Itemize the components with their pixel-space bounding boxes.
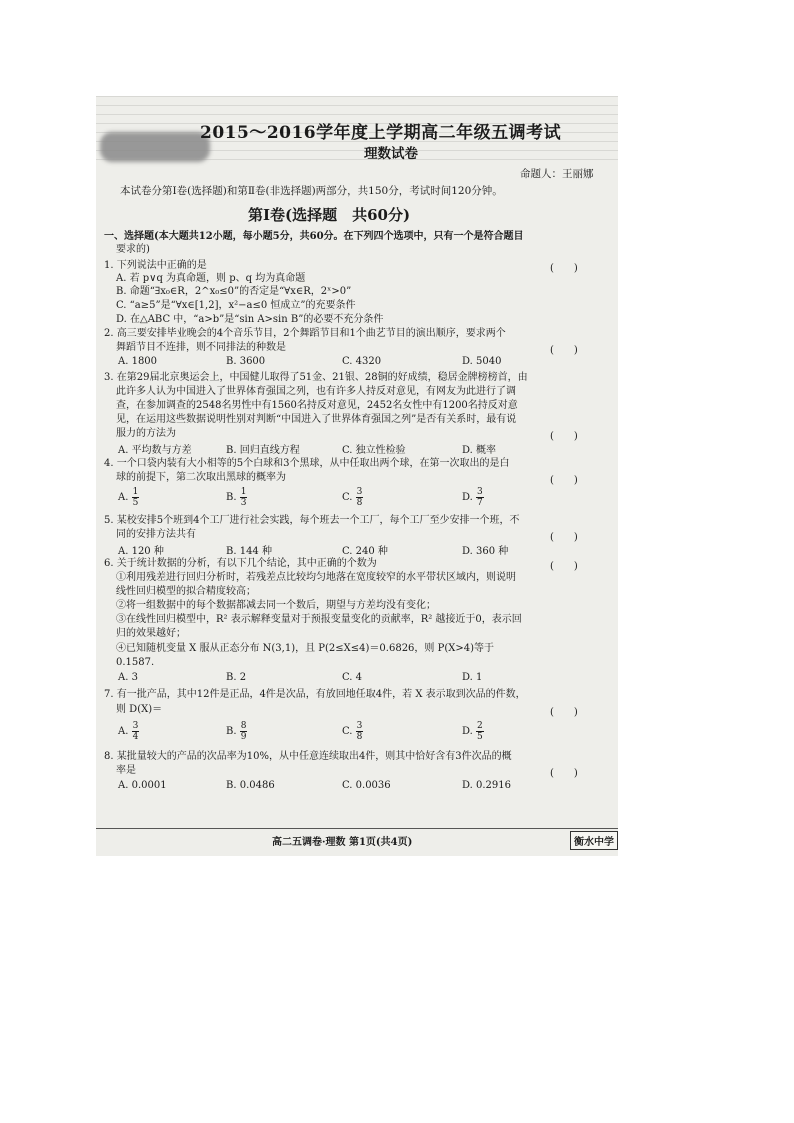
author-line: 命题人：王丽娜	[520, 168, 594, 180]
answer-paren: ( )	[550, 532, 578, 543]
q5-option-b: B. 144 种	[226, 546, 272, 557]
answer-paren: ( )	[550, 707, 578, 718]
page-footer: 高二五调卷·理数 第1页(共4页)	[272, 837, 413, 848]
exam-title: 2015～2016学年度上学期高二年级五调考试	[200, 123, 562, 143]
q4-option-a: A. $\frac{1}{5}$	[118, 487, 139, 508]
intro-line: 本试卷分第Ⅰ卷(选择题)和第Ⅱ卷(非选择题)两部分，共150分，考试时间120分钟。	[120, 185, 503, 197]
redacted-blot	[100, 132, 210, 162]
q1-stem: 1. 下列说法中正确的是	[104, 260, 207, 271]
fraction: $\frac{1}{5}$	[132, 487, 139, 508]
q6-statement-4-cont: 0.1587.	[116, 657, 155, 668]
q6-stem: 6. 关于统计数据的分析，有以下几个结论，其中正确的个数为	[104, 558, 377, 569]
q7-stem: 7. 有一批产品，其中12件是正品，4件是次品，有放回地任取4件，若 X 表示取到次品的件数，	[104, 689, 526, 700]
q4-stem-cont: 球的前提下，第二次取出黑球的概率为	[116, 472, 286, 483]
q3-stem-cont: 查，在参加调查的2548名男性中有1560名持反对意见，2452名女性中有1200名持反对意	[116, 400, 518, 411]
q3-stem-cont: 此许多人认为中国进入了世界体育强国之列，也有许多人持反对意见，有网友为此进行了调	[116, 386, 516, 397]
q4-option-b: B. $\frac{1}{3}$	[226, 487, 247, 508]
q4-stem: 4. 一个口袋内装有大小相等的5个白球和3个黑球，从中任取出两个球，在第一次取出的是白	[104, 458, 510, 469]
fraction: $\frac{1}{3}$	[240, 487, 247, 508]
q6-statement-1-cont: 线性回归模型的拟合精度较高；	[116, 586, 256, 597]
q6-statement-3-cont: 归的效果越好；	[116, 628, 186, 639]
q6-option-c: C. 4	[342, 672, 363, 683]
q3-stem-cont: 服力的方法为	[116, 428, 176, 439]
q7-option-d: D. $\frac{2}{5}$	[462, 721, 483, 742]
q5-option-a: A. 120 种	[118, 546, 164, 557]
q6-statement-2: ②将一组数据中的每个数据都减去同一个数后，期望与方差均没有变化；	[116, 600, 436, 611]
q4-option-c: C. $\frac{3}{8}$	[342, 487, 363, 508]
q6-statement-1: ①利用残差进行回归分析时，若残差点比较均匀地落在宽度较窄的水平带状区域内，则说明	[116, 572, 516, 583]
q2-option-c: C. 4320	[342, 356, 382, 367]
q7-option-b: B. $\frac{8}{9}$	[226, 721, 247, 742]
q6-option-d: D. 1	[462, 672, 483, 683]
fraction: $\frac{3}{8}$	[356, 721, 363, 742]
answer-paren: ( )	[550, 561, 578, 572]
q6-statement-4: ④已知随机变量 X 服从正态分布 N(3,1)，且 P(2≤X≤4)＝0.6826，则 P(X>4)等于	[116, 643, 494, 654]
q7-option-a: A. $\frac{3}{4}$	[118, 721, 139, 742]
q5-option-c: C. 240 种	[342, 546, 388, 557]
q3-option-d: D. 概率	[462, 445, 497, 456]
q1-option-c: C. “a≥5”是“∀x∈[1,2]，x²−a≤0 恒成立”的充要条件	[116, 300, 356, 311]
part-heading: 第Ⅰ卷(选择题 共60分)	[248, 206, 411, 224]
q3-stem: 3. 在第29届北京奥运会上，中国健儿取得了51金、21银、28铜的好成绩，稳居金牌榜榜首，由	[104, 372, 528, 383]
q5-option-d: D. 360 种	[462, 546, 509, 557]
q7-option-c: C. $\frac{3}{8}$	[342, 721, 363, 742]
q3-option-a: A. 平均数与方差	[118, 445, 192, 456]
scanned-exam-page	[96, 96, 618, 856]
q2-stem-cont: 舞蹈节目不连排，则不同排法的种数是	[116, 342, 286, 353]
q8-option-a: A. 0.0001	[118, 780, 167, 791]
q5-stem-cont: 同的安排方法共有	[116, 529, 196, 540]
section-instruction: 一、选择题(本大题共12小题，每小题5分，共60分。在下列四个选项中，只有一个是符合题目	[104, 231, 524, 242]
q2-stem: 2. 高三要安排毕业晚会的4个音乐节目，2个舞蹈节目和1个曲艺节目的演出顺序，要求两个	[104, 328, 506, 339]
answer-paren: ( )	[550, 263, 578, 274]
fraction: $\frac{2}{5}$	[477, 721, 483, 742]
q3-option-b: B. 回归直线方程	[226, 445, 300, 456]
q1-option-a: A. 若 p∨q 为真命题，则 p、q 均为真命题	[116, 273, 306, 284]
fraction: $\frac{3}{8}$	[356, 487, 363, 508]
q6-option-b: B. 2	[226, 672, 247, 683]
school-label: 衡水中学	[570, 831, 618, 850]
answer-paren: ( )	[550, 345, 578, 356]
answer-paren: ( )	[550, 768, 578, 779]
q8-stem-cont: 率是	[116, 765, 136, 776]
q8-option-d: D. 0.2916	[462, 780, 512, 791]
footer-divider	[96, 828, 618, 829]
q8-stem: 8. 某批量较大的产品的次品率为10%，从中任意连续取出4件，则其中恰好含有3件次品的概	[104, 751, 512, 762]
q5-stem: 5. 某校安排5个班到4个工厂进行社会实践，每个班去一个工厂，每个工厂至少安排一个班，不	[104, 515, 520, 526]
q2-option-a: A. 1800	[118, 356, 158, 367]
q3-stem-cont: 见，在运用这些数据说明性别对判断“中国进入了世界体育强国之列”是否有关系时，最有说	[116, 414, 517, 425]
fraction: $\frac{3}{7}$	[477, 487, 483, 508]
q2-option-b: B. 3600	[226, 356, 266, 367]
section-instruction-cont: 要求的)	[116, 244, 150, 255]
answer-paren: ( )	[550, 431, 578, 442]
exam-subtitle: 理数试卷	[364, 146, 418, 162]
q6-statement-3: ③在线性回归模型中，R² 表示解释变量对于预报变量变化的贡献率，R² 越接近于0，表示回	[116, 614, 522, 625]
q8-option-c: C. 0.0036	[342, 780, 391, 791]
q2-option-d: D. 5040	[462, 356, 502, 367]
q4-option-d: D. $\frac{3}{7}$	[462, 487, 483, 508]
q3-option-c: C. 独立性检验	[342, 445, 406, 456]
fraction: $\frac{8}{9}$	[240, 721, 247, 742]
fraction: $\frac{3}{4}$	[132, 721, 139, 742]
q8-option-b: B. 0.0486	[226, 780, 275, 791]
q1-option-b: B. 命题“∃x₀∈R，2^x₀≤0”的否定是“∀x∈R，2ˣ>0”	[116, 286, 352, 297]
q7-stem-cont: 则 D(X)＝	[116, 704, 163, 715]
q6-option-a: A. 3	[118, 672, 138, 683]
answer-paren: ( )	[550, 475, 578, 486]
q1-option-d: D. 在△ABC 中，“a>b”是“sin A>sin B”的必要不充分条件	[116, 314, 384, 325]
